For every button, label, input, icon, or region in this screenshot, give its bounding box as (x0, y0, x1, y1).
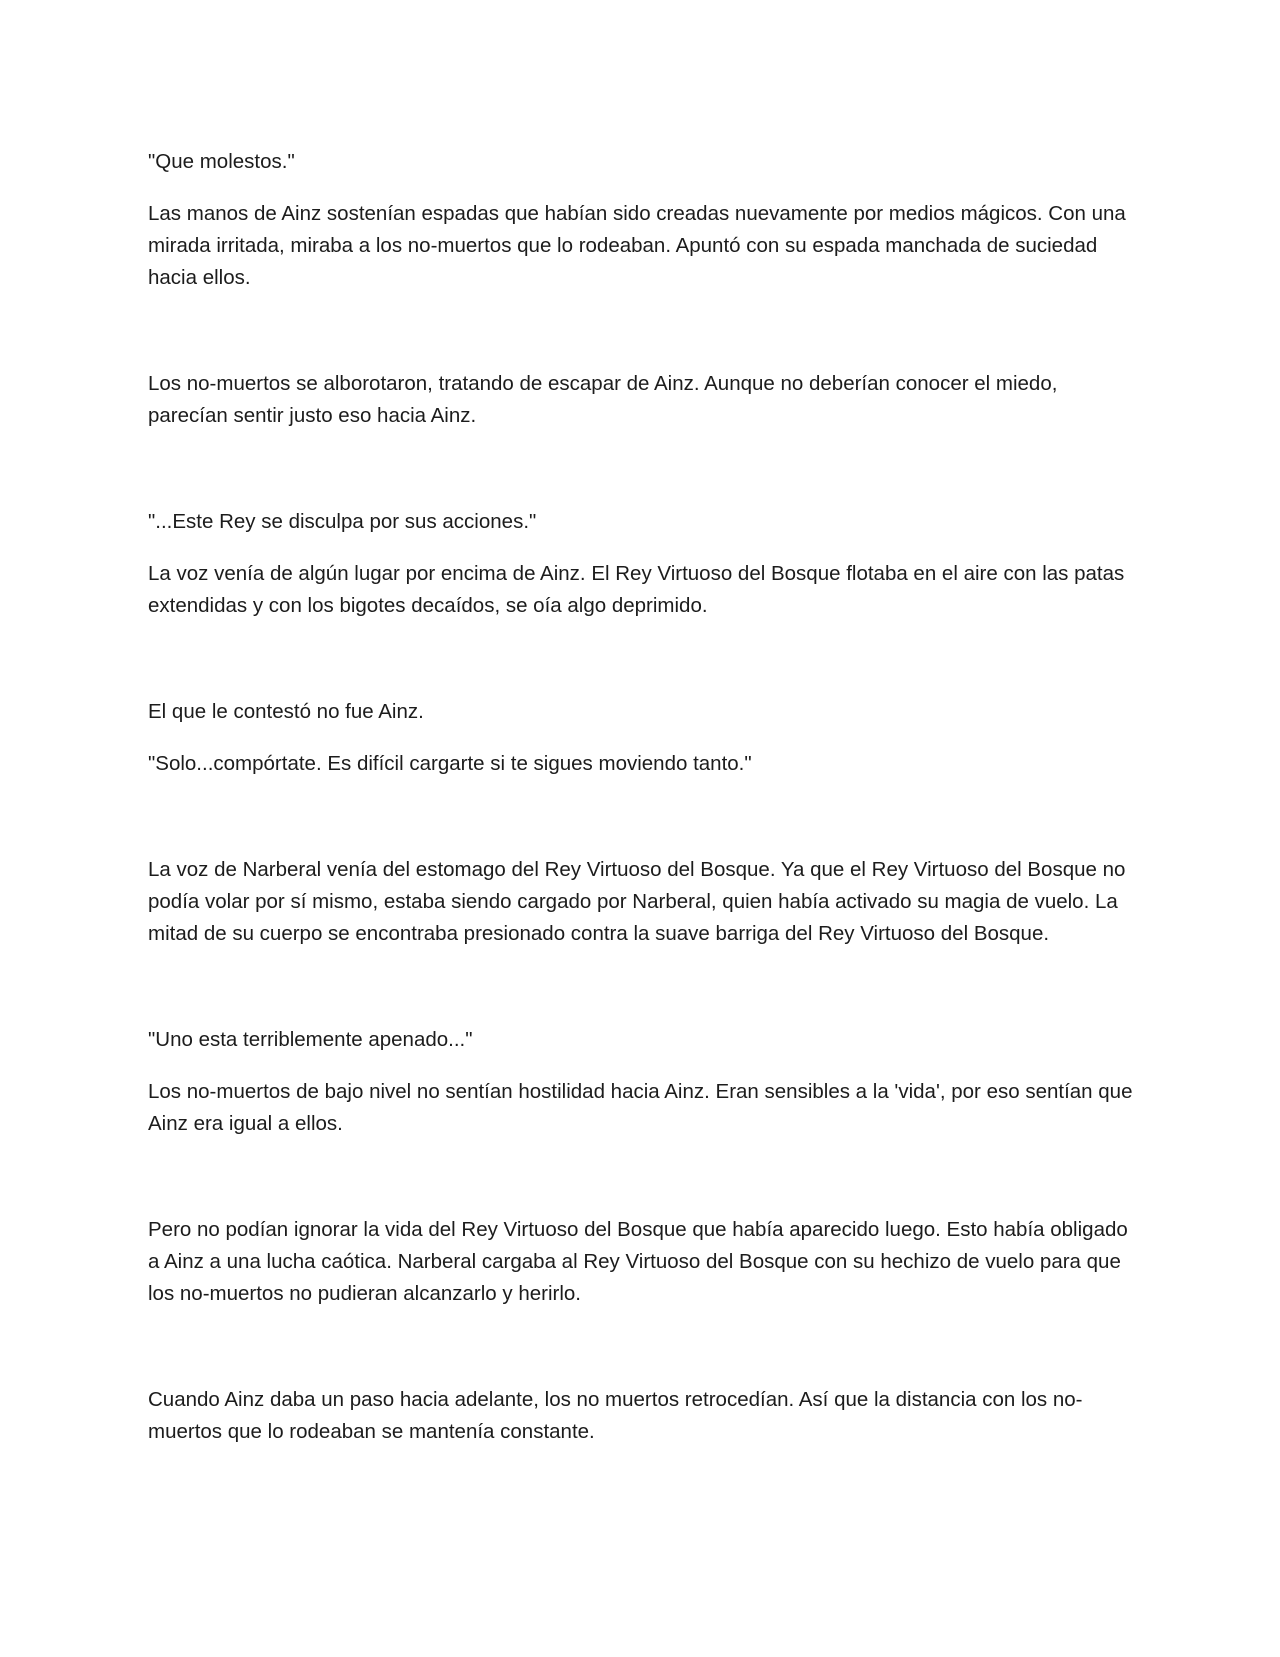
paragraph-10: Los no-muertos de bajo nivel no sentían hostilidad hacia Ainz. Eran sensibles a la 'vida', por eso sentían que Ainz era igual a ellos. (148, 1080, 1133, 1135)
paragraph-spacer (148, 538, 1138, 558)
paragraph-spacer (148, 294, 1138, 368)
paragraph-spacer (148, 728, 1138, 748)
paragraph-1: "Que molestos." (148, 150, 295, 173)
paragraph-12: Cuando Ainz daba un paso hacia adelante, los no muertos retrocedían. Así que la distancia con los no-muertos que lo rodeaban se mantenía constante. (148, 1388, 1083, 1443)
paragraph-spacer (148, 432, 1138, 506)
paragraph-11: Pero no podían ignorar la vida del Rey Virtuoso del Bosque que había aparecido luego. Esto había obligado a Ainz a una lucha caótica. Narberal cargaba al Rey Virtuoso del Bosque con su hechizo de vuelo para que los no-muertos no pudieran alcanzarlo y herirlo. (148, 1218, 1128, 1305)
paragraph-spacer (148, 780, 1138, 854)
paragraph-6: El que le contestó no fue Ainz. (148, 700, 424, 723)
paragraph-5: La voz venía de algún lugar por encima de Ainz. El Rey Virtuoso del Bosque flotaba en el aire con las patas extendidas y con los bigotes decaídos, se oía algo deprimido. (148, 562, 1125, 617)
paragraph-spacer (148, 1056, 1138, 1076)
paragraph-3: Los no-muertos se alborotaron, tratando de escapar de Ainz. Aunque no deberían conocer el miedo, parecían sentir justo eso hacia Ainz. (148, 372, 1058, 427)
paragraph-spacer (148, 1310, 1138, 1384)
paragraph-7: "Solo...compórtate. Es difícil cargarte si te sigues moviendo tanto." (148, 752, 752, 775)
paragraph-4: "...Este Rey se disculpa por sus acciones." (148, 510, 537, 533)
paragraph-spacer (148, 178, 1138, 198)
paragraph-spacer (148, 1140, 1138, 1214)
paragraph-2: Las manos de Ainz sostenían espadas que habían sido creadas nuevamente por medios mágicos. Con una mirada irritada, miraba a los no-muertos que lo rodeaban. Apuntó con su espada manchada de suciedad hacia ellos. (148, 202, 1126, 289)
document-body (148, 146, 1138, 1448)
paragraph-9: "Uno esta terriblemente apenado..." (148, 1028, 473, 1051)
paragraph-spacer (148, 622, 1138, 696)
paragraph-spacer (148, 950, 1138, 1024)
paragraph-8: La voz de Narberal venía del estomago del Rey Virtuoso del Bosque. Ya que el Rey Virtuoso del Bosque no podía volar por sí mismo, estaba siendo cargado por Narberal, quien había activado su magia de vuelo. La mitad de su cuerpo se encontraba presionado contra la suave barriga del Rey Virtuoso del Bosque. (148, 858, 1126, 945)
